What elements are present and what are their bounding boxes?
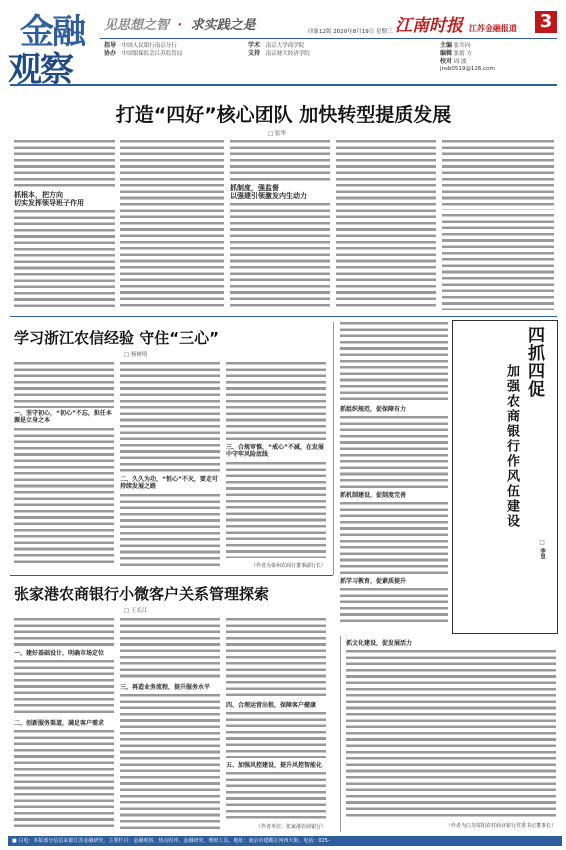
guidance-line-1: [104, 42, 234, 50]
motto-b: 求实践之是: [190, 18, 256, 33]
article4-col1d: [340, 588, 448, 624]
editor-value: 周 波: [453, 59, 467, 65]
footer-bar: ■ 白电：本版部分信息来源江苏金融研究，主要栏目：金融观察、热点时评、金融研究、理财工具，地址：南京市建邺区河西大街，电话：025-: [8, 836, 562, 846]
article1-col1b: [14, 210, 115, 310]
article3-subhead-3: 三、再造业务流程，提升服务水平: [120, 684, 211, 691]
article4-byline: □ 李昱: [539, 540, 545, 559]
article1-col4: [336, 140, 436, 310]
article3-col3a: [226, 618, 326, 698]
article1-col5: [442, 140, 554, 210]
article4-author-note: （作者为江苏射阳农村商业银行党委书记董事长）: [445, 823, 556, 829]
article2-byline: □ 杨树明: [124, 352, 148, 358]
article1-col3: [230, 140, 330, 182]
article3-col2b: [120, 694, 220, 830]
brand-name: [395, 11, 517, 36]
article3-col1b: [14, 660, 114, 716]
academic-label: 支持: [248, 50, 261, 57]
article1-title: 打造“四好”核心团队 加快转型提质发展: [115, 104, 452, 126]
article2-col3b: [226, 462, 326, 558]
article4-col2: [346, 650, 556, 820]
editors-block: [440, 42, 558, 73]
article-separator-vertical-2: [340, 636, 341, 832]
article2-divider: [10, 575, 333, 576]
motto: 见思想之智 · 求实践之是: [104, 18, 256, 33]
editor-label: 主编: [440, 42, 453, 49]
academic-line-2: [248, 50, 368, 58]
article2-col3a: [226, 362, 326, 440]
academic-line-1: [248, 42, 368, 50]
article-separator-vertical: [333, 322, 334, 575]
motto-a: 见思想之智: [104, 18, 170, 33]
academic-value: 南京大学商学院: [265, 43, 305, 49]
article1-subhead-1: 抓根本，把方向 切实发挥领导班子作用: [14, 191, 84, 207]
article1-col1: [14, 140, 115, 188]
article3-subhead-4: 四、合理运营出租，保障客户健康: [226, 702, 317, 709]
guidance-line-2: [104, 50, 234, 58]
article3-author-note: （作者单位：张家港农商银行）: [255, 824, 326, 830]
article1-byline: □ 张华: [268, 131, 286, 137]
issue-info: 印象12版 2020年8月19日 星期三: [308, 29, 393, 35]
article3-col1a: [14, 618, 114, 646]
article2-subhead-2: 二、久久为功，“恒心”不灭，要走可持续发展之路: [120, 476, 218, 490]
article3-subhead-5: 五、加强风控建设，提升风控智能化: [226, 762, 323, 769]
editor-line: [440, 50, 558, 58]
article4-title: 四抓四促: [524, 326, 544, 398]
article1-subhead-2: 抓制度，强监督 以强建引领激发内生动力: [230, 184, 307, 200]
guidance-label: 指导: [104, 42, 117, 49]
article4-col1b: [340, 416, 448, 488]
article3-col2a: [120, 618, 220, 680]
masthead-word1: 金融: [20, 12, 84, 52]
editor-label: 编辑: [440, 50, 453, 57]
article2-col1b: [14, 428, 114, 566]
article4-subhead-3: 抓学习教育，促素质提升: [340, 578, 407, 585]
brand-sub: 江苏金融报道: [468, 23, 517, 33]
editor-value: 张军向: [453, 43, 471, 49]
article4-col1c: [340, 502, 448, 574]
academic-block: [248, 42, 368, 58]
academic-value: 南京财大经济学院: [265, 51, 310, 57]
brand-title: 江南时报: [395, 16, 463, 36]
article4-subhead-1: 抓组织规范，促保障有力: [340, 406, 407, 413]
article2-col2b: [120, 494, 220, 566]
article4-subhead-4: 抓文化建设，促发展活力: [346, 640, 413, 647]
article3-subhead-1: 一、建好基础设计，明确市场定位: [14, 650, 105, 657]
article3-subhead-2: 二、创新服务渠道，满足客户需求: [14, 720, 105, 727]
article2-subhead-1: 一、坚守初心，“初心”不忘，担任本源是立身之本: [14, 410, 112, 424]
article3-col3b: [226, 712, 326, 758]
guidance-label: 协办: [104, 50, 117, 57]
editor-label: 校对: [440, 58, 453, 65]
article4-title2: 加强农商银行作风伍建设: [504, 364, 519, 529]
guidance-block: [104, 42, 234, 58]
article2-author-note: （作者为泰州农商行董事副行长）: [250, 563, 326, 569]
editor-line: [440, 58, 558, 66]
article1-col5b: [442, 214, 554, 310]
article3-byline: □ 王长江: [124, 608, 148, 614]
header-bottom-rule: [10, 84, 557, 86]
guidance-value: 中国人民银行南京分行: [121, 43, 177, 49]
article2-col2a: [120, 362, 220, 472]
editor-value: 张婧 方: [453, 51, 473, 57]
article1-col3b: [230, 203, 330, 310]
article2-subhead-3: 三、合规审慎，“戒心”不减，在发展中守牢风险底线: [226, 444, 324, 458]
page-number: 3: [535, 11, 557, 33]
article2-col1a: [14, 362, 114, 408]
article2-title: 学习浙江农信经验 守住“三心”: [14, 329, 219, 347]
article3-col1c: [14, 730, 114, 830]
editor-email: jnsb0519@126.com: [440, 66, 495, 72]
masthead-word2: 观察: [8, 50, 72, 90]
header-divider: [100, 38, 557, 39]
article3-col3c: [226, 772, 326, 822]
editor-line: [440, 42, 558, 50]
guidance-value: 中国银保监会江苏监管局: [121, 51, 183, 57]
article3-title: 张家港农商银行小微客户关系管理探索: [14, 585, 270, 603]
academic-label: 学术: [248, 42, 261, 49]
article1-col2: [120, 140, 224, 310]
article4-subhead-2: 抓机制建设，促制度完善: [340, 492, 407, 499]
article4-col1a: [340, 322, 448, 402]
article1-divider: [10, 316, 557, 317]
